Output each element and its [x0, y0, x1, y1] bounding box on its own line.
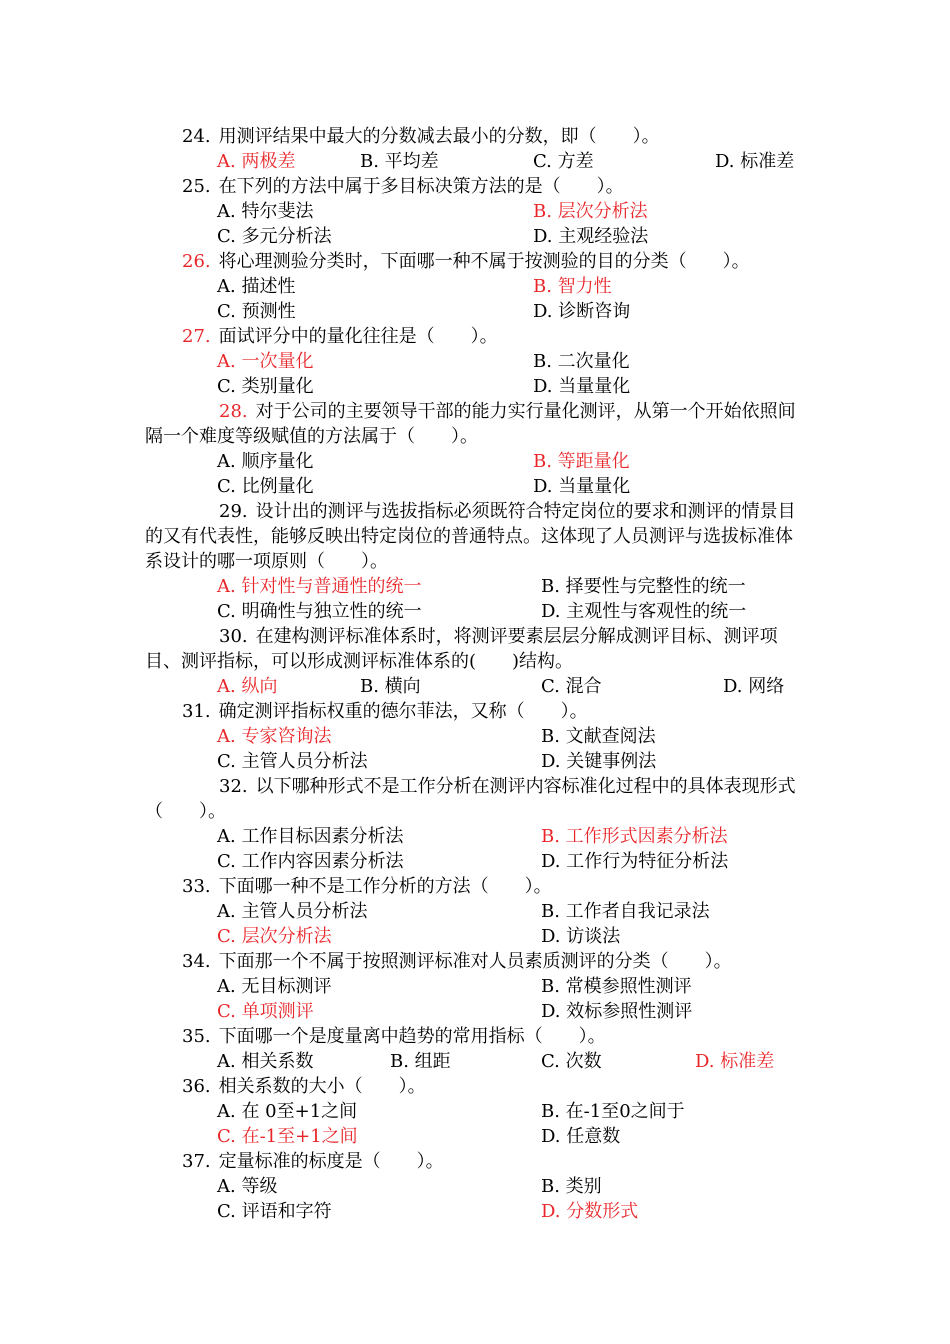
options-row — [145, 299, 815, 324]
options-row — [145, 349, 815, 374]
exam-document — [145, 124, 815, 1224]
answer-option: D. 标准差 — [695, 1051, 775, 1072]
question-stem — [145, 1149, 815, 1174]
question-stem — [145, 699, 815, 724]
options-row — [145, 374, 815, 399]
question-number: 28. — [219, 401, 248, 422]
option: C. 工作内容因素分析法 — [217, 851, 404, 872]
answer-option: B. 智力性 — [533, 276, 612, 297]
option: C. 混合 — [541, 676, 602, 697]
options-row — [145, 849, 815, 874]
option: C. 多元分析法 — [217, 226, 332, 247]
question-text: 以下哪种形式不是工作分析在测评内容标准化过程中的具体表现形式（ ）。 — [145, 776, 796, 822]
answer-option: B. 等距量化 — [533, 451, 630, 472]
options-row — [145, 824, 815, 849]
option: A. 特尔斐法 — [217, 201, 314, 222]
question-number: 35. — [182, 1026, 211, 1047]
question-stem — [145, 774, 800, 824]
options-row — [145, 1124, 815, 1149]
options-row — [145, 1174, 815, 1199]
option: C. 次数 — [541, 1051, 602, 1072]
answer-option: A. 针对性与普通性的统一 — [217, 576, 422, 597]
answer-option: A. 一次量化 — [217, 351, 314, 372]
question-stem — [145, 174, 815, 199]
options-row — [145, 674, 815, 699]
option: D. 访谈法 — [541, 926, 621, 947]
option: D. 当量量化 — [533, 476, 631, 497]
option: D. 工作行为特征分析法 — [541, 851, 729, 872]
option: A. 无目标测评 — [217, 976, 332, 997]
options-row — [145, 599, 815, 624]
question-stem — [145, 1074, 815, 1099]
question-stem — [145, 399, 800, 449]
question-text: 相关系数的大小（ ）。 — [218, 1076, 426, 1097]
question-text: 下面那一个不属于按照测评标准对人员素质测评的分类（ ）。 — [218, 951, 732, 972]
option: C. 方差 — [533, 151, 594, 172]
option: A. 主管人员分析法 — [217, 901, 368, 922]
options-row — [145, 899, 815, 924]
question-stem — [145, 949, 815, 974]
options-row — [145, 1049, 815, 1074]
option: B. 组距 — [390, 1051, 451, 1072]
option: D. 关键事例法 — [541, 751, 657, 772]
option: D. 任意数 — [541, 1126, 621, 1147]
question-stem — [145, 124, 815, 149]
options-row — [145, 1199, 815, 1224]
question-text: 对于公司的主要领导干部的能力实行量化测评，从第一个开始依照间隔一个难度等级赋值的方法属于（ ）。 — [145, 401, 796, 447]
options-row — [145, 1099, 815, 1124]
options-row — [145, 574, 815, 599]
option: B. 平均差 — [360, 151, 439, 172]
option: B. 二次量化 — [533, 351, 630, 372]
answer-option: B. 层次分析法 — [533, 201, 648, 222]
option: C. 比例量化 — [217, 476, 314, 497]
option: C. 类别量化 — [217, 376, 314, 397]
question-stem — [145, 499, 800, 574]
option: C. 预测性 — [217, 301, 296, 322]
option: A. 描述性 — [217, 276, 296, 297]
answer-option: A. 两极差 — [217, 151, 296, 172]
options-row — [145, 199, 815, 224]
options-row — [145, 749, 815, 774]
question-number: 24. — [182, 126, 211, 147]
question-number: 30. — [219, 626, 248, 647]
question-number: 26. — [182, 251, 211, 272]
question-stem — [145, 1024, 815, 1049]
options-row — [145, 224, 815, 249]
options-row — [145, 999, 815, 1024]
answer-option: B. 工作形式因素分析法 — [541, 826, 728, 847]
question-text: 设计出的测评与选拔指标必须既符合特定岗位的要求和测评的情景目的又有代表性，能够反映出特定岗位的普通特点。这体现了人员测评与选拔标准体系设计的哪一项原则（ ）。 — [145, 501, 796, 572]
option: B. 文献查阅法 — [541, 726, 656, 747]
option: C. 评语和字符 — [217, 1201, 332, 1222]
option: D. 主观性与客观性的统一 — [541, 601, 747, 622]
options-row — [145, 149, 815, 174]
question-stem — [145, 249, 815, 274]
question-text: 在建构测评标准体系时，将测评要素层层分解成测评目标、测评项目、测评指标，可以形成测评标准体系的( )结构。 — [145, 626, 778, 672]
option: B. 常模参照性测评 — [541, 976, 692, 997]
option: A. 等级 — [217, 1176, 278, 1197]
question-text: 下面哪一个是度量离中趋势的常用指标（ ）。 — [218, 1026, 606, 1047]
question-number: 31. — [182, 701, 211, 722]
question-number: 25. — [182, 176, 211, 197]
option: C. 主管人员分析法 — [217, 751, 368, 772]
option: A. 在 0至+1之间 — [217, 1101, 358, 1122]
question-text: 确定测评指标权重的德尔菲法，又称（ ）。 — [218, 701, 588, 722]
option: D. 当量量化 — [533, 376, 631, 397]
option: B. 工作者自我记录法 — [541, 901, 710, 922]
answer-option: D. 分数形式 — [541, 1201, 639, 1222]
option: D. 标准差 — [715, 151, 795, 172]
answer-option: C. 单项测评 — [217, 1001, 314, 1022]
options-row — [145, 474, 815, 499]
option: A. 顺序量化 — [217, 451, 314, 472]
options-row — [145, 274, 815, 299]
question-text: 用测评结果中最大的分数减去最小的分数，即（ ）。 — [218, 126, 660, 147]
option: D. 主观经验法 — [533, 226, 649, 247]
question-number: 34. — [182, 951, 211, 972]
question-text: 面试评分中的量化往往是（ ）。 — [218, 326, 498, 347]
question-stem — [145, 624, 800, 674]
answer-option: A. 纵向 — [217, 676, 278, 697]
options-row — [145, 974, 815, 999]
option: D. 诊断咨询 — [533, 301, 631, 322]
options-row — [145, 449, 815, 474]
question-text: 下面哪一种不是工作分析的方法（ ）。 — [218, 876, 552, 897]
option: A. 相关系数 — [217, 1051, 314, 1072]
question-number: 33. — [182, 876, 211, 897]
question-number: 29. — [219, 501, 248, 522]
option: D. 网络 — [723, 676, 785, 697]
question-number: 37. — [182, 1151, 211, 1172]
question-stem — [145, 874, 815, 899]
question-text: 将心理测验分类时，下面哪一种不属于按测验的目的分类（ ）。 — [218, 251, 750, 272]
question-number: 32. — [219, 776, 248, 797]
question-text: 定量标准的标度是（ ）。 — [218, 1151, 444, 1172]
question-number: 27. — [182, 326, 211, 347]
option: B. 类别 — [541, 1176, 602, 1197]
answer-option: C. 层次分析法 — [217, 926, 332, 947]
answer-option: C. 在-1至+1之间 — [217, 1126, 358, 1147]
options-row — [145, 924, 815, 949]
option: A. 工作目标因素分析法 — [217, 826, 404, 847]
option: D. 效标参照性测评 — [541, 1001, 693, 1022]
question-text: 在下列的方法中属于多目标决策方法的是（ ）。 — [218, 176, 624, 197]
answer-option: A. 专家咨询法 — [217, 726, 332, 747]
question-number: 36. — [182, 1076, 211, 1097]
option: B. 择要性与完整性的统一 — [541, 576, 746, 597]
option: B. 在-1至0之间于 — [541, 1101, 685, 1122]
option: B. 横向 — [360, 676, 421, 697]
question-stem — [145, 324, 815, 349]
option: C. 明确性与独立性的统一 — [217, 601, 422, 622]
options-row — [145, 724, 815, 749]
